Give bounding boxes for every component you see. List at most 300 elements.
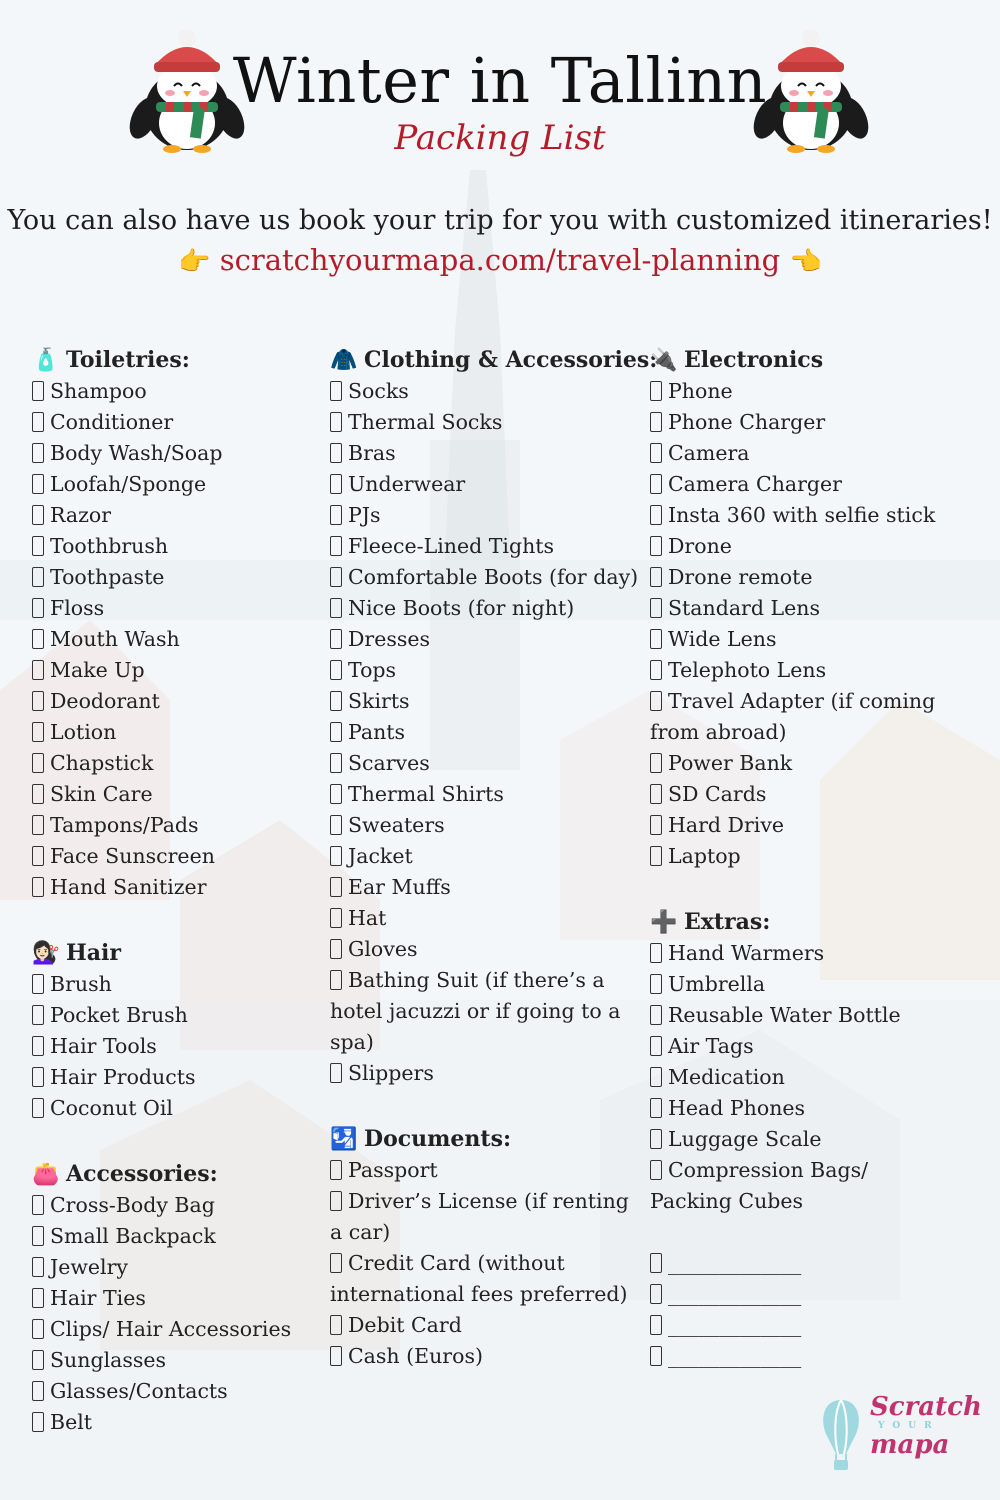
checkbox[interactable] [650,536,662,556]
checklist-item-label: Brush [50,972,112,996]
checklist-item [330,500,645,531]
checkbox[interactable] [650,443,662,463]
checkbox[interactable] [330,629,342,649]
checklist-item-label: _____________ [668,1282,802,1306]
checklist-item [330,655,645,686]
checklist-item [650,593,950,624]
checklist-item [650,1310,950,1341]
checklist-item [330,717,645,748]
checkbox[interactable] [330,505,342,525]
checklist-item [650,531,950,562]
checklist-item-label: Phone [668,379,733,403]
checklist-item-label: Cash (Euros) [348,1344,483,1368]
checklist-item-label: Passport [348,1158,438,1182]
travel-planning-link[interactable]: scratchyourmapa.com/travel-planning [219,243,781,277]
checklist-item-label: Loofah/Sponge [50,472,207,496]
lotion-bottle-icon: 🧴 [32,348,60,373]
checklist-item [32,655,317,686]
checklist-item-label: Body Wash/Soap [50,441,223,465]
checkbox[interactable] [650,505,662,525]
checkbox[interactable] [330,691,342,711]
checkbox[interactable] [650,474,662,494]
checkbox[interactable] [330,1191,342,1211]
checklist-item [32,1345,317,1376]
checklist-item [32,531,317,562]
checklist-item [650,624,950,655]
checklist-item [650,655,950,686]
checkbox[interactable] [650,1129,662,1149]
section-heading-text: Clothing & Accessories: [364,347,658,373]
checklist-item-label: Belt [50,1410,92,1434]
checklist-item [650,1062,950,1093]
checkbox[interactable] [650,1284,662,1304]
checkbox[interactable] [32,691,44,711]
checkbox[interactable] [32,722,44,742]
plug-icon: 🔌 [650,348,678,373]
checklist-item-label: Insta 360 with selfie stick [668,503,936,527]
checkbox[interactable] [650,1005,662,1025]
checklist-item-label: Camera Charger [668,472,842,496]
checkbox[interactable] [330,536,342,556]
checkbox[interactable] [330,1315,342,1335]
checklist-item-label: Air Tags [668,1034,754,1058]
checklist-item [32,1190,317,1221]
checklist-item-label: Small Backpack [50,1224,216,1248]
checkbox[interactable] [330,877,342,897]
checklist-section [650,905,950,1372]
checklist-item [32,717,317,748]
checkbox[interactable] [32,846,44,866]
section-heading [32,1157,317,1190]
checkbox[interactable] [32,784,44,804]
checkbox[interactable] [650,974,662,994]
checklist-item-label: Dresses [348,627,431,651]
checkbox[interactable] [32,1257,44,1277]
checklist [32,376,317,903]
checklist-item [32,1031,317,1062]
checkbox[interactable] [32,877,44,897]
checklist-item-label: Fleece-Lined Tights [348,534,555,558]
checkbox[interactable] [32,1098,44,1118]
promo-text: You can also have us book your trip for you with customized itineraries! [7,205,993,236]
checklist-item-label: Chapstick [50,751,154,775]
checkbox[interactable] [330,598,342,618]
checklist-item [330,1310,645,1341]
checklist-item-label: Drone remote [668,565,813,589]
checklist-item-label: Laptop [668,844,741,868]
checklist-item [650,1248,950,1279]
checklist-item [650,969,950,1000]
checklist-item [650,376,950,407]
section-heading [32,343,317,376]
checkbox[interactable] [32,1381,44,1401]
checkbox[interactable] [32,381,44,401]
section-heading [650,905,950,938]
checklist-item [32,841,317,872]
checklist-section [330,343,658,1089]
checklist-item [330,810,645,841]
hot-air-balloon-icon [818,1398,864,1474]
checklist-item [650,1279,950,1310]
checklist-item-label: Face Sunscreen [50,844,215,868]
checklist-item [330,469,645,500]
checklist-item [32,779,317,810]
checklist-item-label: Standard Lens [668,596,820,620]
checkbox[interactable] [330,443,342,463]
checklist-item-label: Skirts [348,689,410,713]
checklist-item [330,1155,645,1186]
checklist-item [650,1124,950,1155]
checklist-section [32,343,317,903]
checklist-item [650,1155,950,1217]
pointing-right-icon: 👉 [178,247,211,277]
checkbox[interactable] [32,660,44,680]
checkbox[interactable] [32,474,44,494]
checklist-item-label: Tampons/Pads [50,813,199,837]
checklist-item-label: Telephoto Lens [668,658,827,682]
checkbox[interactable] [650,753,662,773]
checkbox[interactable] [32,505,44,525]
section-heading-text: Extras: [684,909,771,935]
section-heading [330,343,658,376]
checkbox[interactable] [650,1160,662,1180]
checkbox[interactable] [650,1036,662,1056]
checklist-item [650,407,950,438]
checklist-item-label: Pocket Brush [50,1003,188,1027]
checkbox[interactable] [330,1253,342,1273]
checklist-item [650,562,950,593]
section-heading-text: Toiletries: [66,347,190,373]
checklist-item [32,872,317,903]
checkbox[interactable] [650,943,662,963]
checklist-item-label: Luggage Scale [668,1127,822,1151]
checklist-item-label: Wide Lens [668,627,777,651]
checklist-item-label: PJs [348,503,381,527]
checklist-item [32,376,317,407]
checklist-item-label: Coconut Oil [50,1096,173,1120]
checklist-item [330,1341,645,1372]
checkbox[interactable] [32,753,44,773]
checkbox[interactable] [650,784,662,804]
checklist-item-label: Gloves [348,937,418,961]
haircut-icon: 💇🏻‍♀️ [32,941,60,966]
checkbox[interactable] [330,784,342,804]
checkbox[interactable] [650,660,662,680]
column-middle [330,343,658,1405]
checklist-item-label: Clips/ Hair Accessories [50,1317,292,1341]
checklist-item-label: Umbrella [668,972,766,996]
checkbox[interactable] [32,1288,44,1308]
checklist-item [330,841,645,872]
checklist-item-label: Debit Card [348,1313,462,1337]
checklist-item-label: Bras [348,441,396,465]
checklist [650,938,950,1372]
checklist-item-label: _____________ [668,1344,802,1368]
checklist-item-label: Scarves [348,751,430,775]
checklist-item [32,810,317,841]
checklist-item [32,1252,317,1283]
checklist-item-label: Deodorant [50,689,160,713]
checklist-item [650,469,950,500]
checklist-item-label: Toothpaste [50,565,165,589]
checklist-item-label: Ear Muffs [348,875,451,899]
checklist-item-label: Credit Card (without international fees preferred) [330,1251,628,1306]
checklist-item-label: Jewelry [50,1255,128,1279]
checklist [32,1190,317,1438]
checkbox[interactable] [330,1160,342,1180]
checkbox[interactable] [32,1226,44,1246]
checklist-item [32,1314,317,1345]
checklist-item [32,1407,317,1438]
logo-wordmark [870,1394,982,1458]
checkbox[interactable] [330,567,342,587]
checklist-item-label: _____________ [668,1251,802,1275]
checklist-item-label: Phone Charger [668,410,826,434]
checklist-item-label: Sweaters [348,813,445,837]
column-left [32,343,317,1471]
coat-icon: 🧥 [330,348,358,373]
checkbox[interactable] [650,598,662,618]
checklist-item-label: Pants [348,720,406,744]
checkbox[interactable] [32,443,44,463]
checkbox[interactable] [650,1346,662,1366]
section-heading-text: Documents: [364,1126,512,1152]
checkbox[interactable] [330,660,342,680]
checkbox[interactable] [330,815,342,835]
checklist [32,969,317,1124]
checklist-item-label: Tops [348,658,397,682]
checklist-item-label: Drone [668,534,732,558]
checkbox[interactable] [650,691,662,711]
checklist-item [650,500,950,531]
checklist-item [330,686,645,717]
checklist-item [32,562,317,593]
section-heading [650,343,950,376]
checklist-item-label: Hat [348,906,387,930]
checklist-item [32,969,317,1000]
checklist-item [650,1341,950,1372]
checklist-item-label: Skin Care [50,782,153,806]
checkbox[interactable] [330,1063,342,1083]
checklist-item-label: Hair Tools [50,1034,157,1058]
checkbox[interactable] [330,753,342,773]
checklist-item [650,779,950,810]
checkbox[interactable] [330,970,342,990]
checkbox[interactable] [650,381,662,401]
checklist-item-label: Nice Boots (for night) [348,596,575,620]
checklist-item [330,407,645,438]
checklist-section [330,1122,645,1372]
checklist-item-label: Glasses/Contacts [50,1379,228,1403]
checklist-item [330,438,645,469]
checklist-item [330,531,645,562]
checkbox[interactable] [32,1350,44,1370]
page-subtitle: Packing List [394,118,606,158]
checklist-item [650,810,950,841]
checklist-item [32,1221,317,1252]
promo-link-row [0,243,1000,277]
checklist-item [650,1000,950,1031]
checklist-item-label: Socks [348,379,409,403]
checklist-item-label: Jacket [348,844,413,868]
checkbox[interactable] [650,1098,662,1118]
checklist-item-label: Hair Products [50,1065,196,1089]
checklist-item-label: SD Cards [668,782,767,806]
checkbox[interactable] [650,1067,662,1087]
checklist-item [650,1093,950,1124]
checklist-item [32,1376,317,1407]
checklist-item [32,469,317,500]
checklist-item [650,1031,950,1062]
checklist-item [330,624,645,655]
checklist-item [330,593,645,624]
checklist-item [330,1186,645,1248]
checkbox[interactable] [330,1346,342,1366]
checklist-section [32,936,317,1124]
checkbox[interactable] [650,1253,662,1273]
checkbox[interactable] [330,846,342,866]
checklist-item [330,779,645,810]
section-heading [32,936,317,969]
section-heading-text: Electronics [684,347,824,373]
checkbox[interactable] [650,815,662,835]
checkbox[interactable] [650,412,662,432]
checklist-item-label: Shampoo [50,379,147,403]
scratch-your-mapa-logo [818,1390,982,1480]
checklist-item [650,686,950,748]
checklist [650,376,950,872]
checkbox[interactable] [32,629,44,649]
checkbox[interactable] [32,536,44,556]
checklist-item-label: Hand Sanitizer [50,875,207,899]
purse-icon: 👛 [32,1162,60,1187]
checklist-item-label: Thermal Socks [348,410,503,434]
checklist-item-label: Reusable Water Bottle [668,1003,901,1027]
checklist-item [330,872,645,903]
page-title: Winter in Tallinn [232,44,768,117]
checklist-item [330,748,645,779]
checklist-item-label: Camera [668,441,750,465]
checkbox[interactable] [32,412,44,432]
checklist-item [650,938,950,969]
checklist-item [330,1248,645,1310]
checklist-section [32,1157,317,1438]
checklist-item [650,841,950,872]
checklist-item [32,593,317,624]
checkbox[interactable] [32,1036,44,1056]
checklist-item-label: Medication [668,1065,785,1089]
checklist-item-label: Make Up [50,658,145,682]
checklist-item-label: Travel Adapter (if coming from abroad) [650,689,936,744]
plus-icon: ➕ [650,910,678,935]
pointing-left-icon: 👈 [789,247,822,277]
checklist-item-label: Mouth Wash [50,627,180,651]
checklist [330,1155,645,1372]
checklist-item-label: Thermal Shirts [348,782,504,806]
column-right [650,343,950,1405]
checklist-item [650,438,950,469]
checklist-item-label: Toothbrush [50,534,169,558]
checklist-item [330,903,645,934]
checkbox[interactable] [32,567,44,587]
checklist-item-label: Slippers [348,1061,434,1085]
checkbox[interactable] [32,974,44,994]
checklist-item [32,624,317,655]
checklist-item [32,1283,317,1314]
checklist-item-label: Conditioner [50,410,174,434]
checklist-item-label: Comfortable Boots (for day) [348,565,639,589]
section-heading-text: Hair [66,940,121,966]
checklist-item-label: Bathing Suit (if there’s a hotel jacuzzi or if going to a spa) [330,968,621,1054]
checklist-item [32,1062,317,1093]
checkbox[interactable] [330,722,342,742]
checklist-item [32,748,317,779]
checklist-item-label: Hair Ties [50,1286,146,1310]
checkbox[interactable] [650,1315,662,1335]
checklist-section [650,343,950,872]
checklist-item-label: Driver’s License (if renting a car) [330,1189,629,1244]
checkbox[interactable] [32,1195,44,1215]
checkbox[interactable] [32,598,44,618]
checklist-item-label: Power Bank [668,751,793,775]
checkbox[interactable] [32,1412,44,1432]
checklist-item [32,407,317,438]
spacer [650,1217,950,1248]
checklist-item [32,1000,317,1031]
checkbox[interactable] [650,629,662,649]
checklist-item-label: Razor [50,503,112,527]
section-heading [330,1122,645,1155]
checklist-item [32,1093,317,1124]
checkbox[interactable] [330,412,342,432]
checklist-item [330,965,645,1058]
checklist-item-label: Compression Bags/ Packing Cubes [650,1158,869,1213]
checklist-item-label: _____________ [668,1313,802,1337]
checkbox[interactable] [32,1005,44,1025]
checklist-item-label: Floss [50,596,105,620]
checklist-item [32,686,317,717]
checkbox[interactable] [330,939,342,959]
checkbox[interactable] [330,381,342,401]
checklist-item [650,748,950,779]
checkbox[interactable] [32,815,44,835]
checklist-item [330,376,645,407]
checklist-item-label: Cross-Body Bag [50,1193,215,1217]
checkbox[interactable] [32,1067,44,1087]
checkbox[interactable] [650,567,662,587]
checkbox[interactable] [330,474,342,494]
checkbox[interactable] [650,846,662,866]
checklist-item-label: Sunglasses [50,1348,167,1372]
passport-control-icon: 🛂 [330,1127,358,1152]
logo-line-3: mapa [870,1430,950,1460]
checklist-item-label: Head Phones [668,1096,806,1120]
checklist-item [32,438,317,469]
checklist-item [330,934,645,965]
logo-line-2: YOUR [878,1421,940,1431]
checklist [330,376,645,1089]
checklist-item [330,562,645,593]
checkbox[interactable] [32,1319,44,1339]
checklist-item [330,1058,645,1089]
checklist-item-label: Hard Drive [668,813,785,837]
section-heading-text: Accessories: [66,1161,218,1187]
logo-line-1: Scratch [870,1392,982,1422]
checklist-item-label: Hand Warmers [668,941,825,965]
checklist-item-label: Lotion [50,720,117,744]
checklist-item [32,500,317,531]
checkbox[interactable] [330,908,342,928]
